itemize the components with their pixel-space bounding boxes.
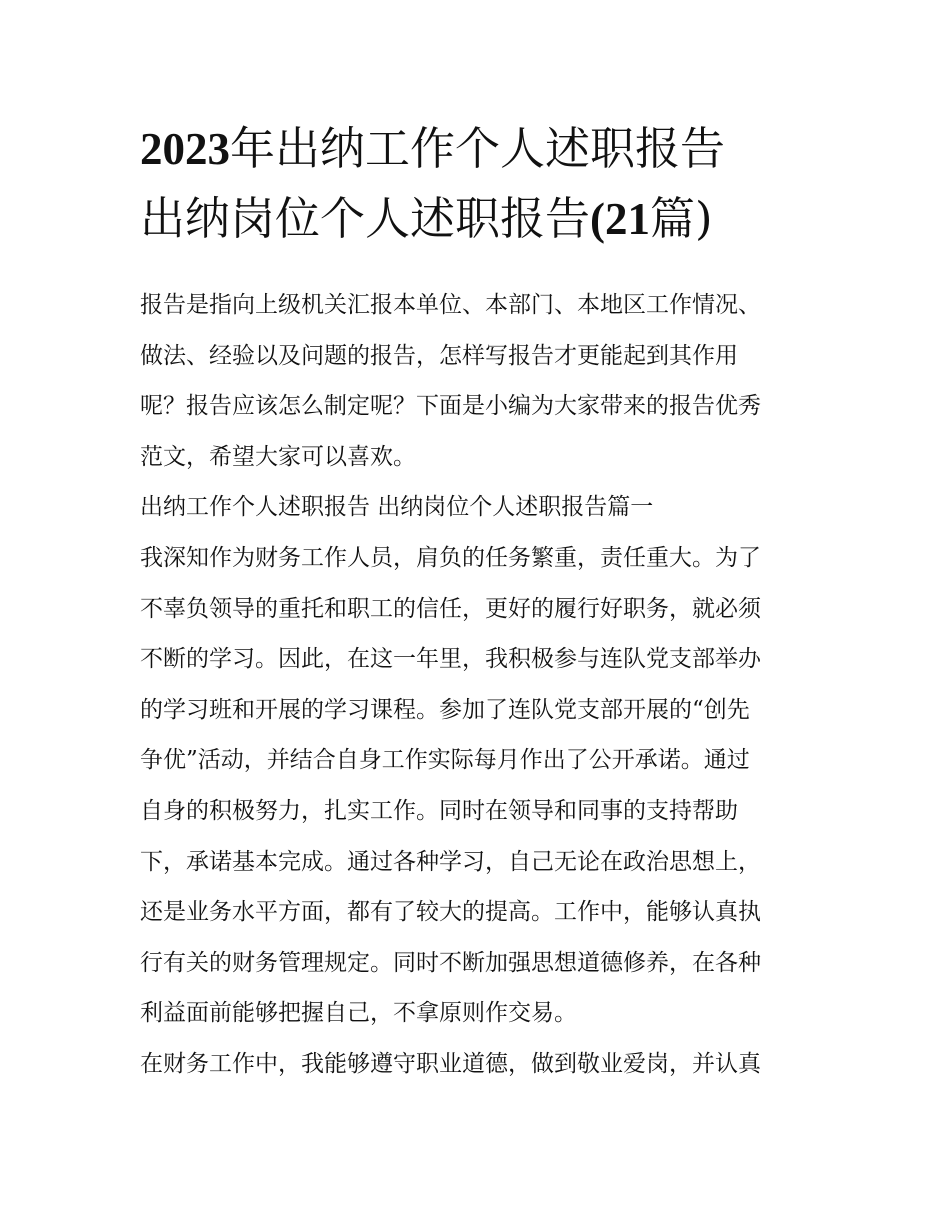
title-year: 2023: [140, 124, 230, 174]
title-paren-open: (: [590, 194, 606, 244]
body-line: 还是业务水平方面，都有了较大的提高。工作中，能够认真执: [140, 899, 761, 926]
body-line: 行有关的财务管理规定。同时不断加强思想道德修养，在各种: [140, 949, 761, 976]
document-title: [140, 114, 840, 254]
body-line: 报告是指向上级机关汇报本单位、本部门、本地区工作情况、: [140, 292, 761, 318]
body-line: 下，承诺基本完成。通过各种学习，自己无论在政治思想上，: [140, 848, 761, 875]
body-line: 不辜负领导的重托和职工的信任，更好的履行好职务，就必须: [140, 595, 761, 622]
body-line: 自身的积极努力，扎实工作。同时在领导和同事的支持帮助: [140, 797, 738, 824]
body-line: 我深知作为财务工作人员，肩负的任务繁重，责任重大。为了: [140, 544, 761, 571]
body-line: 做法、经验以及问题的报告，怎样写报告才更能起到其作用: [140, 342, 738, 369]
title-count: 21: [605, 194, 651, 244]
body-line: 争优”活动，并结合自身工作实际每月作出了公开承诺。通过: [140, 747, 750, 774]
title-line-1: [140, 114, 840, 184]
body-line: 呢？报告应该怎么制定呢？下面是小编为大家带来的报告优秀: [140, 393, 761, 420]
document-body: [140, 280, 820, 1090]
body-line: 利益面前能够把握自己，不拿原则作交易。: [140, 1000, 577, 1027]
body-line: 在财务工作中，我能够遵守职业道德，做到敬业爱岗，并认真: [140, 1050, 761, 1077]
body-line: 的学习班和开展的学习课程。参加了连队党支部开展的“创先: [140, 696, 750, 723]
title-line-2: [140, 184, 840, 254]
body-line: 不断的学习。因此，在这一年里，我积极参与连队党支部举办: [140, 646, 761, 673]
section-heading: 出纳工作个人述职报告 出纳岗位个人述职报告篇一: [140, 494, 654, 521]
title-line-2-end: 篇): [650, 192, 713, 245]
body-line: 范文，希望大家可以喜欢。: [140, 443, 416, 470]
title-line-2-text: 出纳岗位个人述职报告: [140, 192, 591, 245]
title-line-1-text: 年出纳工作个人述职报告: [230, 122, 726, 175]
